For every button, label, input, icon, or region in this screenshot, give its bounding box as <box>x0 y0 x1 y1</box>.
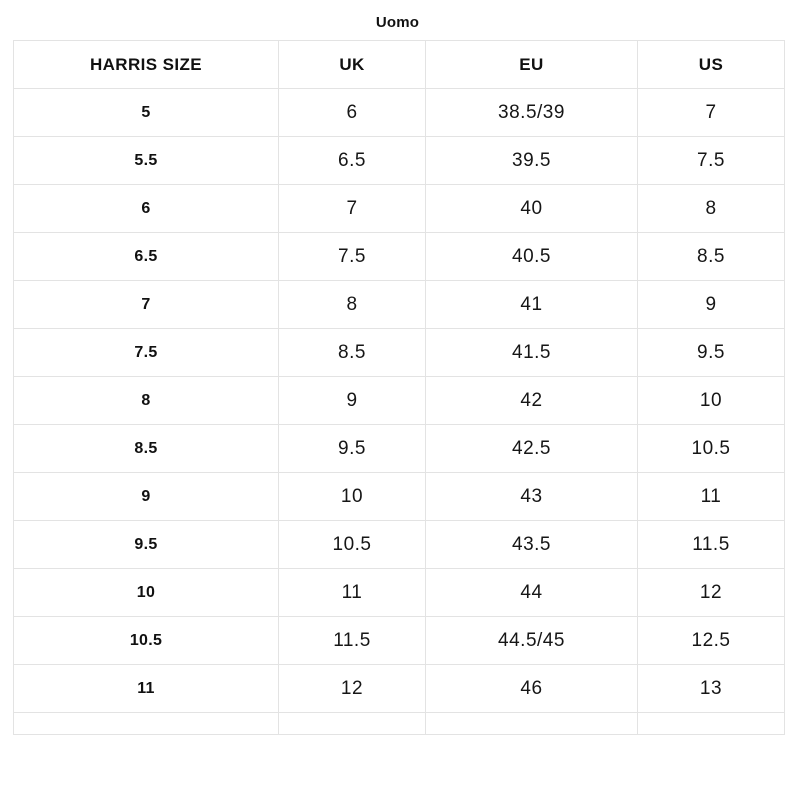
table-cell: 8.5 <box>279 329 426 377</box>
table-cell: 6 <box>279 89 426 137</box>
table-cell: 11 <box>638 473 785 521</box>
table-cell: 12 <box>638 569 785 617</box>
table-header-row <box>14 41 785 89</box>
table-cell: 6 <box>14 185 279 233</box>
table-cell: 11.5 <box>279 617 426 665</box>
table-cell: 44.5/45 <box>426 617 638 665</box>
table-cell: 44 <box>426 569 638 617</box>
table-row <box>14 425 785 473</box>
table-cell: 40 <box>426 185 638 233</box>
table-cell: 46 <box>426 665 638 713</box>
table-cell: 7 <box>638 89 785 137</box>
table-cell: 8 <box>638 185 785 233</box>
table-cell: 11 <box>14 665 279 713</box>
table-cell: 10 <box>638 377 785 425</box>
column-header-eu: EU <box>426 41 638 89</box>
table-row <box>14 665 785 713</box>
table-cell: 12 <box>279 665 426 713</box>
table-cell: 10.5 <box>279 521 426 569</box>
table-empty-row <box>14 713 785 735</box>
table-cell: 7.5 <box>14 329 279 377</box>
page-title: Uomo <box>375 14 420 31</box>
table-cell: 6.5 <box>14 233 279 281</box>
table-cell: 43.5 <box>426 521 638 569</box>
table-cell: 7 <box>279 185 426 233</box>
table-body <box>14 89 785 735</box>
table-cell: 8 <box>14 377 279 425</box>
column-header-harris-size: HARRIS SIZE <box>14 41 279 89</box>
table-row <box>14 281 785 329</box>
table-cell: 10 <box>14 569 279 617</box>
table-cell: 10.5 <box>638 425 785 473</box>
table-cell: 9 <box>14 473 279 521</box>
table-cell: 9 <box>279 377 426 425</box>
table-cell <box>279 713 426 735</box>
table-cell: 9 <box>638 281 785 329</box>
table-row <box>14 329 785 377</box>
table-row <box>14 521 785 569</box>
table-cell: 9.5 <box>638 329 785 377</box>
table-cell: 7.5 <box>638 137 785 185</box>
table-cell: 39.5 <box>426 137 638 185</box>
table-cell: 8 <box>279 281 426 329</box>
table-row <box>14 137 785 185</box>
table-row <box>14 377 785 425</box>
table-row <box>14 89 785 137</box>
table-row <box>14 185 785 233</box>
table-cell: 12.5 <box>638 617 785 665</box>
table-cell <box>638 713 785 735</box>
table-cell: 41 <box>426 281 638 329</box>
table-cell: 6.5 <box>279 137 426 185</box>
table-cell: 42.5 <box>426 425 638 473</box>
table-cell: 8.5 <box>14 425 279 473</box>
table-cell: 41.5 <box>426 329 638 377</box>
table-row <box>14 473 785 521</box>
table-cell: 8.5 <box>638 233 785 281</box>
table-cell: 13 <box>638 665 785 713</box>
table-cell: 42 <box>426 377 638 425</box>
table-cell: 9.5 <box>279 425 426 473</box>
size-conversion-table <box>13 40 785 735</box>
table-row <box>14 617 785 665</box>
table-cell: 40.5 <box>426 233 638 281</box>
table-cell: 5.5 <box>14 137 279 185</box>
table-cell: 5 <box>14 89 279 137</box>
table-cell: 11 <box>279 569 426 617</box>
table-row <box>14 569 785 617</box>
table-cell: 7.5 <box>279 233 426 281</box>
table-cell: 7 <box>14 281 279 329</box>
table-cell <box>426 713 638 735</box>
table-cell: 43 <box>426 473 638 521</box>
table-cell: 38.5/39 <box>426 89 638 137</box>
table-row <box>14 233 785 281</box>
column-header-us: US <box>638 41 785 89</box>
column-header-uk: UK <box>279 41 426 89</box>
table-cell: 9.5 <box>14 521 279 569</box>
table-cell: 11.5 <box>638 521 785 569</box>
table-cell: 10.5 <box>14 617 279 665</box>
table-cell: 10 <box>279 473 426 521</box>
table-cell <box>14 713 279 735</box>
